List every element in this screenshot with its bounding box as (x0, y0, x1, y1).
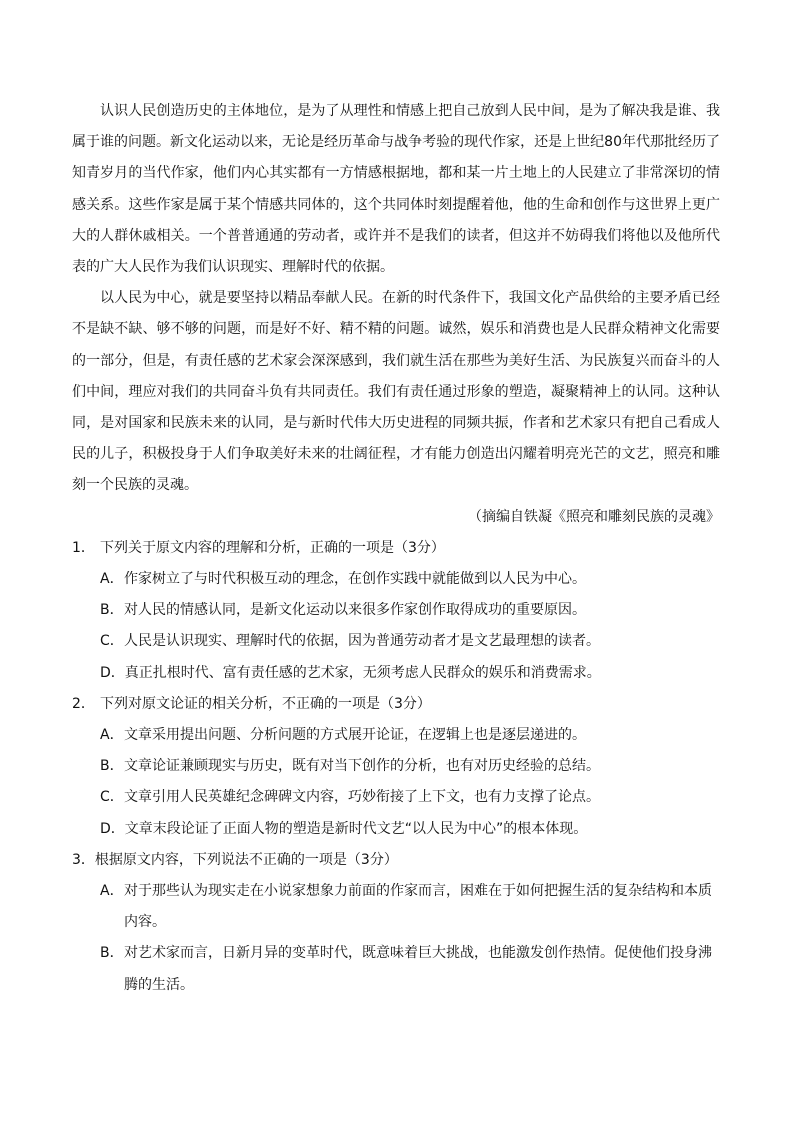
question-1-stem (72, 533, 720, 564)
option-letter: B． (100, 945, 124, 962)
question-1-option-b (72, 595, 720, 626)
option-letter: D． (100, 820, 125, 837)
question-2-option-b (72, 751, 720, 782)
question-2-option-c (72, 782, 720, 813)
option-letter: A． (100, 727, 124, 744)
option-text: 文章采用提出问题、分析问题的方式展开论证，在逻辑上也是逐层递进的。 (124, 727, 586, 744)
question-2-text: 下列对原文论证的相关分析，不正确的一项是（3分） (100, 695, 431, 712)
passage-paragraph-1: 认识人民创造历史的主体地位，是为了从理性和情感上把自己放到人民中间，是为了解决我是谁、我属于谁的问题。新文化运动以来，无论是经历革命与战争考验的现代作家，还是上世纪80年代那批经历了知青岁月的当代作家，他们内心其实都有一方情感根据地，都和某一片土地上的人民建立了非常深切的情感关系。这些作家是属于某个情感共同体的，这个共同体时刻提醒着他，他的生命和创作与这世界上更广大的人群休戚相关。一个普普通通的劳动者，或许并不是我们的读者，但这并不妨碍我们将他以及他所代表的广大人民作为我们认识现实、理解时代的依据。 (72, 103, 720, 276)
option-text: 对艺术家而言，日新月异的变革时代，既意味着巨大挑战，也能激发创作热情。促使他们投身沸腾的生活。 (124, 945, 712, 993)
question-1-option-c (72, 626, 720, 657)
question-3-stem (72, 845, 720, 876)
option-text: 文章末段论证了正面人物的塑造是新时代文艺“以人民为中心”的根本体现。 (124, 820, 588, 837)
option-text: 文章论证兼顾现实与历史，既有对当下创作的分析，也有对历史经验的总结。 (124, 758, 600, 775)
option-text: 对人民的情感认同，是新文化运动以来很多作家创作取得成功的重要原因。 (124, 602, 586, 619)
document-page (72, 96, 720, 1001)
question-3-text: 根据原文内容，下列说法不正确的一项是（3分） (94, 851, 398, 868)
question-2-number: 2． (72, 695, 95, 712)
option-text: 作家树立了与时代积极互动的理念，在创作实践中就能做到以人民为中心。 (124, 571, 586, 588)
question-3-option-b (72, 938, 720, 1000)
question-3-number: 3． (72, 851, 95, 868)
option-letter: C． (100, 789, 124, 806)
question-2-stem (72, 689, 720, 720)
option-letter: A． (100, 883, 124, 900)
option-letter: C． (100, 633, 124, 650)
question-1-option-d (72, 658, 720, 689)
question-1-text: 下列关于原文内容的理解和分析，正确的一项是（3分） (100, 539, 445, 556)
question-1-number: 1． (72, 539, 95, 556)
question-2 (72, 689, 720, 845)
option-letter: A． (100, 571, 124, 588)
question-1 (72, 533, 720, 689)
option-text: 真正扎根时代、富有责任感的艺术家，无须考虑人民群众的娱乐和消费需求。 (124, 664, 601, 681)
option-letter: B． (100, 602, 124, 619)
passage-source: （摘编自铁凝《照亮和雕刻民族的灵魂》 (468, 508, 720, 525)
option-text: 对于那些认为现实走在小说家想象力前面的作家而言，困难在于如何把握生活的复杂结构和本质内容。 (124, 883, 712, 931)
option-text: 文章引用人民英雄纪念碑碑文内容，巧妙衔接了上下文，也有力支撑了论点。 (124, 789, 600, 806)
option-letter: B． (100, 758, 124, 775)
option-text: 人民是认识现实、理解时代的依据，因为普通劳动者才是文艺最理想的读者。 (124, 633, 600, 650)
question-3 (72, 845, 720, 1001)
question-3-option-a (72, 876, 720, 938)
passage-paragraph-2: 以人民为中心，就是要坚持以精品奉献人民。在新的时代条件下，我国文化产品供给的主要矛盾已经不是缺不缺、够不够的问题，而是好不好、精不精的问题。诚然，娱乐和消费也是人民群众精神文化需要的一部分，但是，有责任感的艺术家会深深感到，我们就生活在那些为美好生活、为民族复兴而奋斗的人们中间，理应对我们的共同奋斗负有共同责任。我们有责任通过形象的塑造，凝聚精神上的认同。这种认同，是对国家和民族未来的认同，是与新时代伟大历史进程的同频共振，作者和艺术家只有把自己看成人民的儿子，积极投身于人们争取美好未来的壮阔征程，才有能力创造出闪耀着明亮光芒的文艺，照亮和雕刻一个民族的灵魂。 (72, 290, 720, 494)
option-letter: D． (100, 664, 125, 681)
question-2-option-d (72, 814, 720, 845)
question-2-option-a (72, 720, 720, 751)
question-1-option-a (72, 564, 720, 595)
